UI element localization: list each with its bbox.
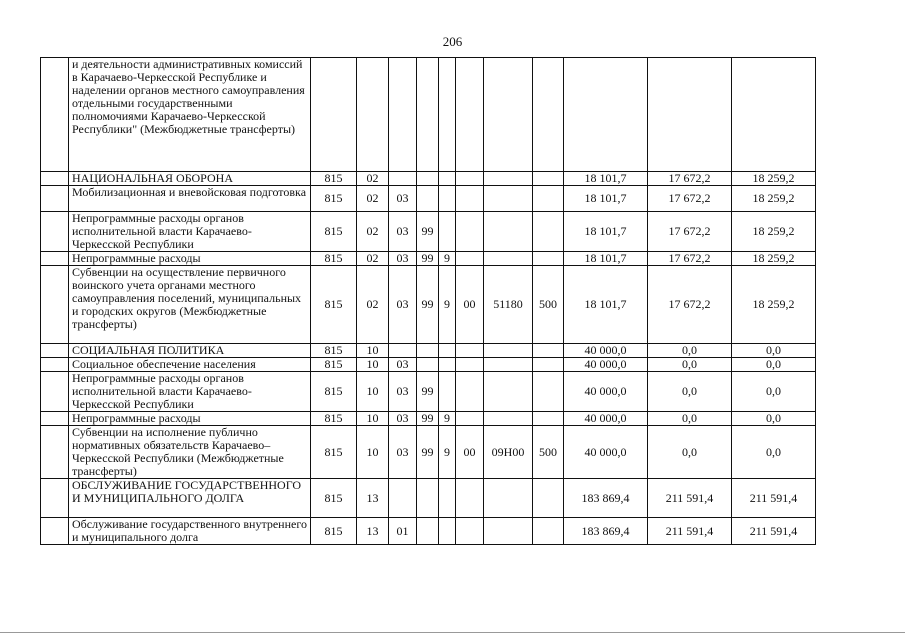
cell-p4 bbox=[484, 518, 533, 545]
table-row bbox=[41, 58, 816, 172]
cell-p3 bbox=[456, 212, 484, 252]
table-row bbox=[41, 372, 816, 412]
cell-p2: 9 bbox=[439, 252, 456, 266]
cell-y3: 0,0 bbox=[732, 426, 816, 479]
cell-rz: 02 bbox=[357, 172, 389, 186]
cell-y2: 17 672,2 bbox=[648, 252, 732, 266]
cell-p3 bbox=[456, 372, 484, 412]
cell-vr bbox=[533, 412, 564, 426]
cell-y2: 0,0 bbox=[648, 372, 732, 412]
cell-p3 bbox=[456, 344, 484, 358]
cell-p2 bbox=[439, 479, 456, 518]
row-index-cell bbox=[41, 252, 69, 266]
row-index-cell bbox=[41, 266, 69, 344]
cell-p1: 99 bbox=[417, 372, 439, 412]
row-index-cell bbox=[41, 172, 69, 186]
table-row bbox=[41, 412, 816, 426]
cell-vr bbox=[533, 344, 564, 358]
cell-p1: 99 bbox=[417, 412, 439, 426]
cell-vr bbox=[533, 358, 564, 372]
cell-p3 bbox=[456, 412, 484, 426]
cell-pr: 03 bbox=[389, 412, 417, 426]
cell-p4: 09Н00 bbox=[484, 426, 533, 479]
row-index-cell bbox=[41, 426, 69, 479]
row-index-cell bbox=[41, 358, 69, 372]
cell-vr bbox=[533, 479, 564, 518]
cell-y1: 18 101,7 bbox=[564, 266, 648, 344]
cell-y3: 0,0 bbox=[732, 344, 816, 358]
cell-rz bbox=[357, 58, 389, 172]
cell-y1: 40 000,0 bbox=[564, 344, 648, 358]
cell-p1 bbox=[417, 479, 439, 518]
cell-p2 bbox=[439, 186, 456, 212]
cell-ved: 815 bbox=[311, 252, 357, 266]
cell-p4 bbox=[484, 372, 533, 412]
cell-y2: 0,0 bbox=[648, 412, 732, 426]
cell-y3: 18 259,2 bbox=[732, 252, 816, 266]
cell-ved: 815 bbox=[311, 426, 357, 479]
cell-p1: 99 bbox=[417, 252, 439, 266]
cell-y2: 0,0 bbox=[648, 426, 732, 479]
cell-vr bbox=[533, 252, 564, 266]
cell-p1 bbox=[417, 58, 439, 172]
cell-rz: 02 bbox=[357, 186, 389, 212]
cell-rz: 10 bbox=[357, 426, 389, 479]
cell-rz: 10 bbox=[357, 412, 389, 426]
cell-rz: 10 bbox=[357, 358, 389, 372]
table-row bbox=[41, 479, 816, 518]
cell-p2 bbox=[439, 358, 456, 372]
cell-p1 bbox=[417, 186, 439, 212]
cell-y1: 183 869,4 bbox=[564, 518, 648, 545]
cell-rz: 02 bbox=[357, 212, 389, 252]
cell-y2: 211 591,4 bbox=[648, 518, 732, 545]
cell-p1 bbox=[417, 358, 439, 372]
row-index-cell bbox=[41, 212, 69, 252]
cell-rz: 02 bbox=[357, 266, 389, 344]
cell-p3 bbox=[456, 358, 484, 372]
cell-y2: 17 672,2 bbox=[648, 212, 732, 252]
cell-p1 bbox=[417, 518, 439, 545]
cell-ved: 815 bbox=[311, 372, 357, 412]
cell-ved: 815 bbox=[311, 358, 357, 372]
table-row bbox=[41, 358, 816, 372]
cell-y3: 0,0 bbox=[732, 412, 816, 426]
cell-vr bbox=[533, 518, 564, 545]
cell-p4: 51180 bbox=[484, 266, 533, 344]
row-name-cell: Субвенции на исполнение публично нормативных обязательств Карачаево–Черкесской Республики (Межбюджетные трансферты) bbox=[69, 426, 311, 479]
row-name-cell: и деятельности административных комиссий в Карачаево-Черкесской Республике и наделении органов местного самоуправления отдельными государственными полномочиями Карачаево-Черкесской Республики" (Межбюджетные трансферты) bbox=[69, 58, 311, 172]
cell-ved: 815 bbox=[311, 518, 357, 545]
cell-p3: 00 bbox=[456, 426, 484, 479]
cell-y1: 40 000,0 bbox=[564, 358, 648, 372]
cell-y1: 40 000,0 bbox=[564, 426, 648, 479]
cell-p4 bbox=[484, 212, 533, 252]
cell-y1: 40 000,0 bbox=[564, 372, 648, 412]
cell-p2: 9 bbox=[439, 426, 456, 479]
cell-y1: 18 101,7 bbox=[564, 172, 648, 186]
cell-p1: 99 bbox=[417, 266, 439, 344]
cell-vr bbox=[533, 58, 564, 172]
row-name-cell: ОБСЛУЖИВАНИЕ ГОСУДАРСТВЕННОГО И МУНИЦИПАЛЬНОГО ДОЛГА bbox=[69, 479, 311, 518]
cell-p3 bbox=[456, 58, 484, 172]
row-name-cell: Непрограммные расходы bbox=[69, 412, 311, 426]
cell-p2 bbox=[439, 344, 456, 358]
cell-p3 bbox=[456, 479, 484, 518]
row-index-cell bbox=[41, 344, 69, 358]
cell-vr bbox=[533, 372, 564, 412]
cell-p3 bbox=[456, 252, 484, 266]
cell-ved: 815 bbox=[311, 344, 357, 358]
cell-pr: 03 bbox=[389, 252, 417, 266]
cell-pr bbox=[389, 479, 417, 518]
cell-y1: 183 869,4 bbox=[564, 479, 648, 518]
table-row bbox=[41, 212, 816, 252]
cell-pr bbox=[389, 344, 417, 358]
cell-rz: 10 bbox=[357, 344, 389, 358]
cell-p4 bbox=[484, 186, 533, 212]
cell-p4 bbox=[484, 252, 533, 266]
cell-p1: 99 bbox=[417, 212, 439, 252]
cell-ved bbox=[311, 58, 357, 172]
cell-vr bbox=[533, 172, 564, 186]
table-row bbox=[41, 172, 816, 186]
cell-ved: 815 bbox=[311, 479, 357, 518]
row-name-cell: Субвенции на осуществление первичного воинского учета органами местного самоуправления поселений, муниципальных и городских округов (Межбюджетные трансферты) bbox=[69, 266, 311, 344]
cell-pr: 03 bbox=[389, 358, 417, 372]
cell-y1: 18 101,7 bbox=[564, 186, 648, 212]
cell-y2: 17 672,2 bbox=[648, 172, 732, 186]
cell-p4 bbox=[484, 172, 533, 186]
cell-pr: 01 bbox=[389, 518, 417, 545]
cell-ved: 815 bbox=[311, 172, 357, 186]
budget-table bbox=[40, 57, 816, 545]
table-row bbox=[41, 426, 816, 479]
cell-p1 bbox=[417, 344, 439, 358]
cell-y3: 18 259,2 bbox=[732, 186, 816, 212]
cell-p3 bbox=[456, 186, 484, 212]
cell-rz: 10 bbox=[357, 372, 389, 412]
row-name-cell: Непрограммные расходы органов исполнительной власти Карачаево-Черкесской Республики bbox=[69, 212, 311, 252]
row-index-cell bbox=[41, 479, 69, 518]
cell-pr bbox=[389, 58, 417, 172]
row-index-cell bbox=[41, 412, 69, 426]
table-row bbox=[41, 186, 816, 212]
page-number: 206 bbox=[442, 34, 463, 49]
cell-y3: 211 591,4 bbox=[732, 518, 816, 545]
cell-y2: 17 672,2 bbox=[648, 186, 732, 212]
cell-p3 bbox=[456, 172, 484, 186]
cell-y2: 211 591,4 bbox=[648, 479, 732, 518]
row-name-cell: Непрограммные расходы bbox=[69, 252, 311, 266]
cell-p4 bbox=[484, 412, 533, 426]
cell-y3: 0,0 bbox=[732, 358, 816, 372]
cell-p1 bbox=[417, 172, 439, 186]
row-name-cell: Мобилизационная и вневойсковая подготовка bbox=[69, 186, 311, 212]
cell-p4 bbox=[484, 344, 533, 358]
cell-ved: 815 bbox=[311, 266, 357, 344]
cell-rz: 13 bbox=[357, 479, 389, 518]
cell-ved: 815 bbox=[311, 412, 357, 426]
cell-rz: 02 bbox=[357, 252, 389, 266]
cell-vr: 500 bbox=[533, 426, 564, 479]
cell-vr bbox=[533, 212, 564, 252]
cell-p3 bbox=[456, 518, 484, 545]
cell-y3: 18 259,2 bbox=[732, 172, 816, 186]
cell-ved: 815 bbox=[311, 212, 357, 252]
cell-p2 bbox=[439, 372, 456, 412]
cell-p2: 9 bbox=[439, 266, 456, 344]
cell-vr: 500 bbox=[533, 266, 564, 344]
page-edge-line bbox=[0, 632, 905, 633]
row-name-cell: СОЦИАЛЬНАЯ ПОЛИТИКА bbox=[69, 344, 311, 358]
table-row bbox=[41, 518, 816, 545]
cell-y3 bbox=[732, 58, 816, 172]
cell-p1: 99 bbox=[417, 426, 439, 479]
cell-pr: 03 bbox=[389, 212, 417, 252]
cell-y3: 18 259,2 bbox=[732, 212, 816, 252]
table-row bbox=[41, 252, 816, 266]
cell-p2 bbox=[439, 518, 456, 545]
cell-pr: 03 bbox=[389, 186, 417, 212]
row-index-cell bbox=[41, 518, 69, 545]
cell-ved: 815 bbox=[311, 186, 357, 212]
cell-pr: 03 bbox=[389, 372, 417, 412]
cell-y3: 18 259,2 bbox=[732, 266, 816, 344]
row-name-cell: Социальное обеспечение населения bbox=[69, 358, 311, 372]
cell-y1: 40 000,0 bbox=[564, 412, 648, 426]
table-row bbox=[41, 344, 816, 358]
row-index-cell bbox=[41, 372, 69, 412]
cell-p2 bbox=[439, 172, 456, 186]
cell-p4 bbox=[484, 58, 533, 172]
row-name-cell: НАЦИОНАЛЬНАЯ ОБОРОНА bbox=[69, 172, 311, 186]
cell-pr: 03 bbox=[389, 426, 417, 479]
cell-p4 bbox=[484, 358, 533, 372]
cell-p2 bbox=[439, 212, 456, 252]
cell-y1: 18 101,7 bbox=[564, 212, 648, 252]
cell-vr bbox=[533, 186, 564, 212]
row-name-cell: Обслуживание государственного внутреннего и муниципального долга bbox=[69, 518, 311, 545]
cell-pr: 03 bbox=[389, 266, 417, 344]
cell-y2: 0,0 bbox=[648, 344, 732, 358]
table-row bbox=[41, 266, 816, 344]
cell-y3: 0,0 bbox=[732, 372, 816, 412]
cell-y3: 211 591,4 bbox=[732, 479, 816, 518]
cell-p2 bbox=[439, 58, 456, 172]
row-index-cell bbox=[41, 58, 69, 172]
cell-p2: 9 bbox=[439, 412, 456, 426]
cell-y2: 17 672,2 bbox=[648, 266, 732, 344]
cell-rz: 13 bbox=[357, 518, 389, 545]
cell-pr bbox=[389, 172, 417, 186]
row-name-cell: Непрограммные расходы органов исполнительной власти Карачаево-Черкесской Республики bbox=[69, 372, 311, 412]
row-index-cell bbox=[41, 186, 69, 212]
cell-y2: 0,0 bbox=[648, 358, 732, 372]
cell-y1 bbox=[564, 58, 648, 172]
cell-p3: 00 bbox=[456, 266, 484, 344]
cell-p4 bbox=[484, 479, 533, 518]
cell-y1: 18 101,7 bbox=[564, 252, 648, 266]
cell-y2 bbox=[648, 58, 732, 172]
